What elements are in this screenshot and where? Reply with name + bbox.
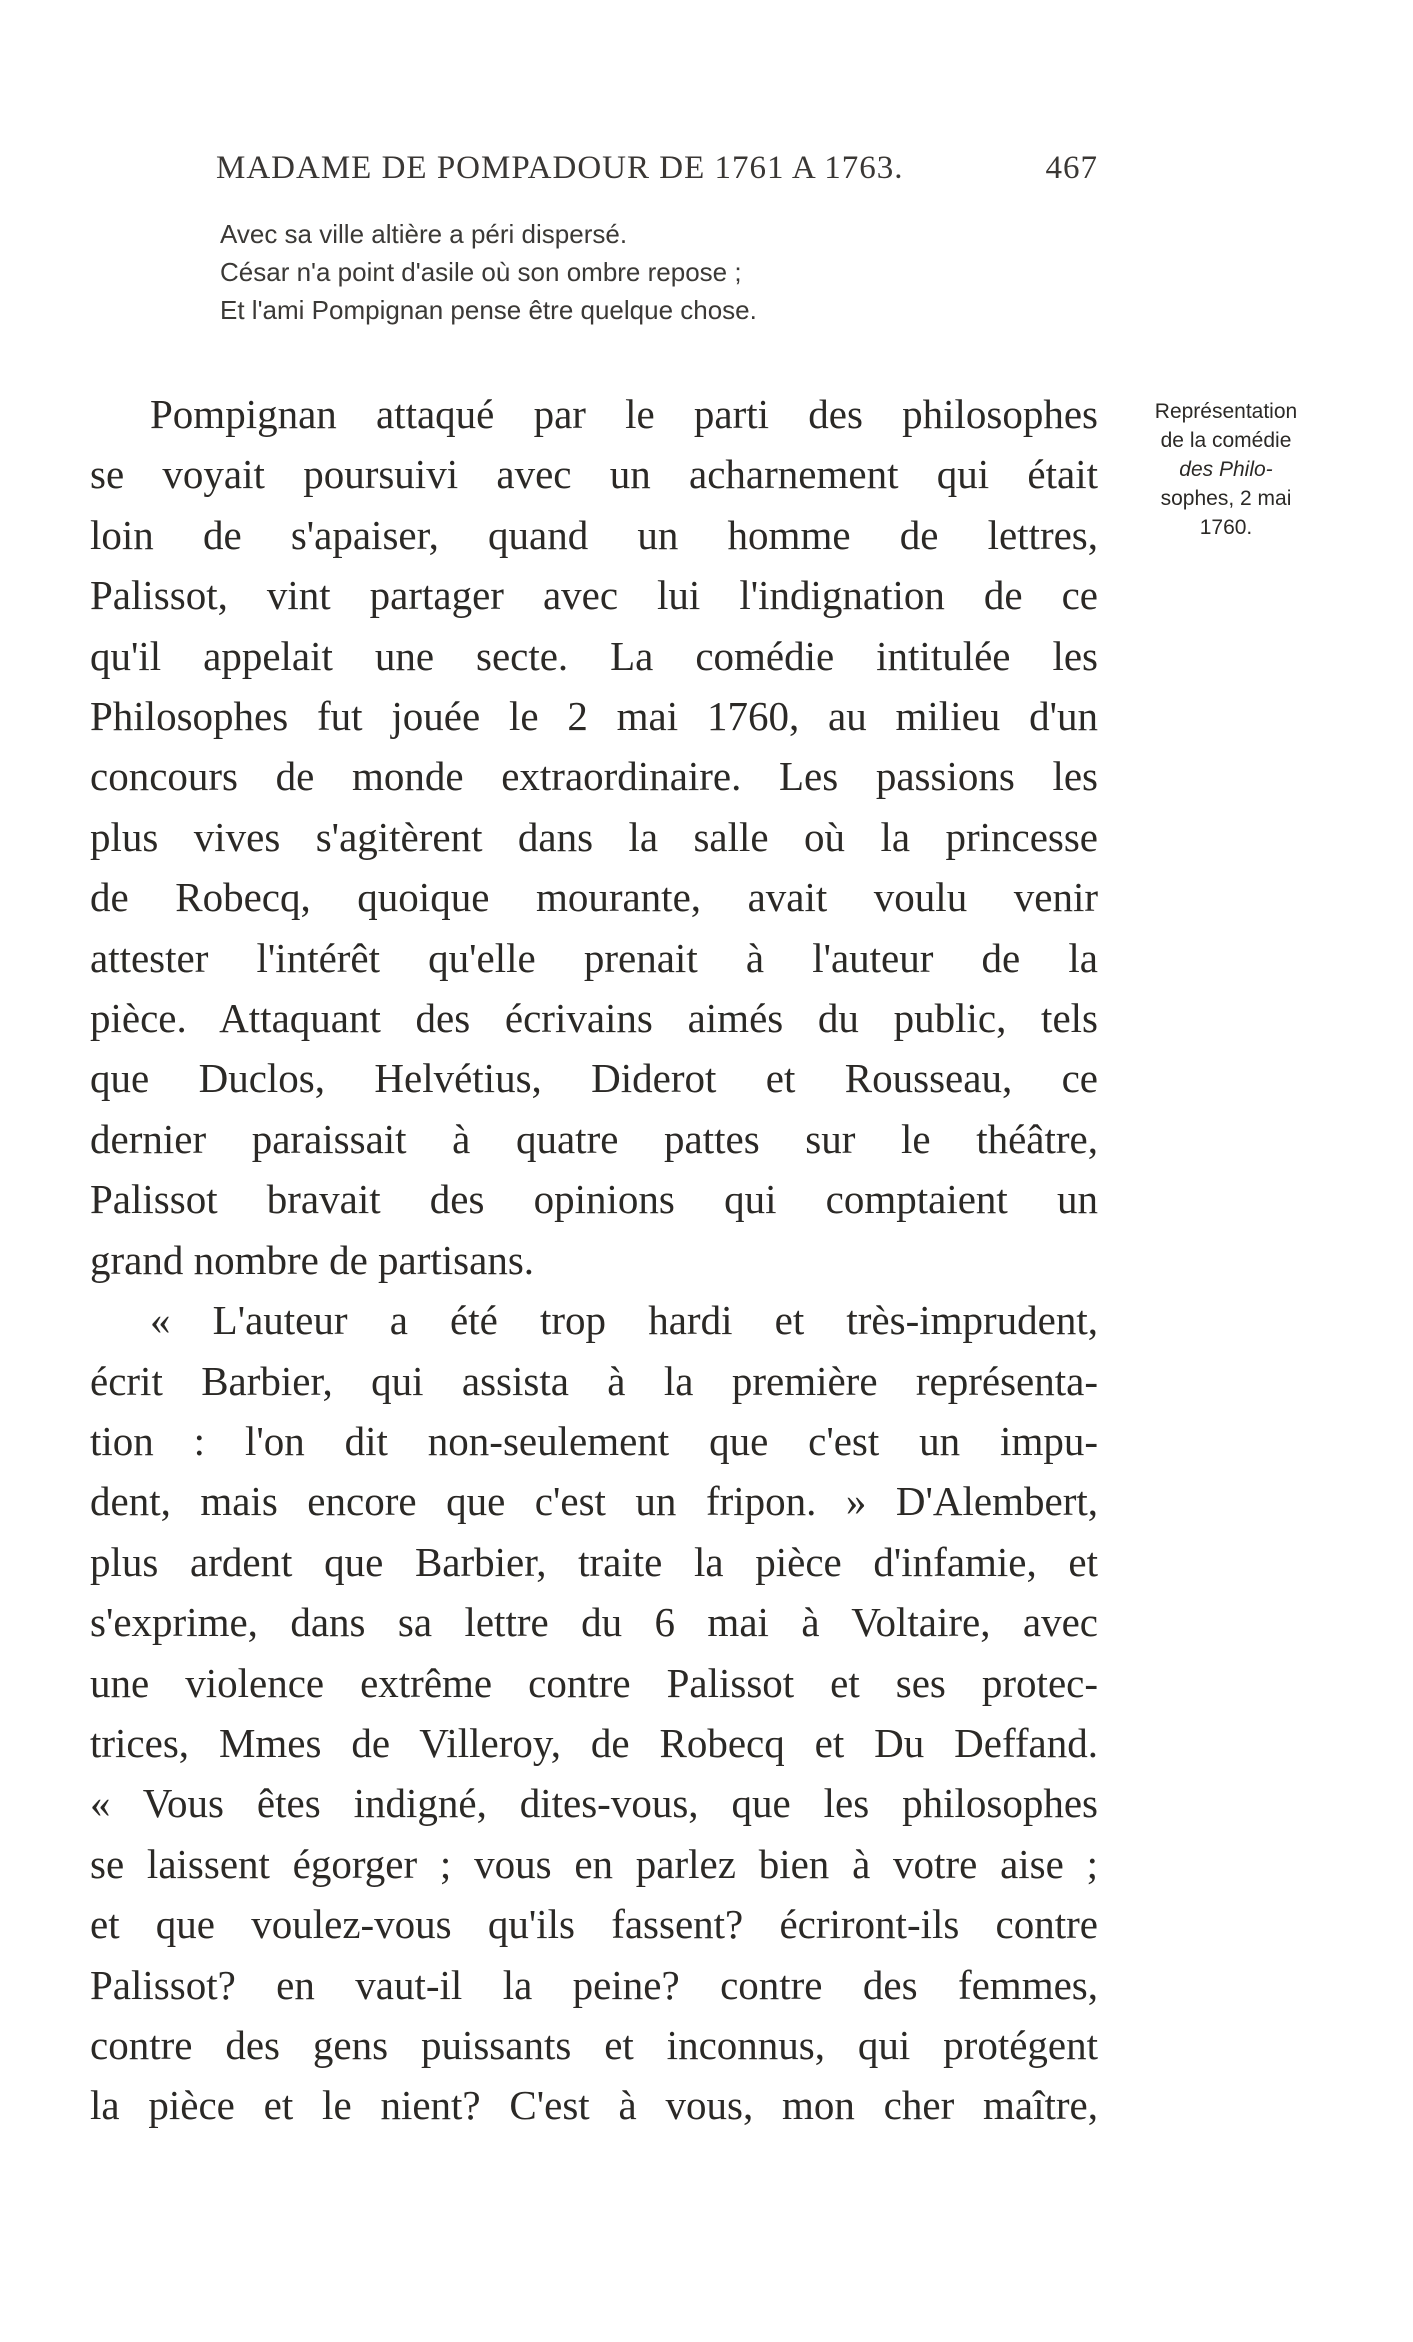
verse-line: Avec sa ville altière a péri dispersé.	[220, 219, 628, 249]
running-head	[216, 150, 1098, 190]
text-line: dent, mais encore que c'est un fripon. » D'Alembert,	[90, 1478, 1098, 1525]
text-line: qu'il appelait une secte. La comédie intitulée les	[90, 632, 1098, 679]
margin-note-line: Représentation	[1154, 400, 1298, 423]
text-line: Palissot? en vaut-il la peine? contre des femmes,	[90, 1961, 1098, 2008]
text-line: plus vives s'agitèrent dans la salle où la princesse	[90, 813, 1098, 860]
text-line: Palissot, vint partager avec lui l'indignation de ce	[90, 572, 1098, 619]
text-line: se voyait poursuivi avec un acharnement qui était	[90, 451, 1098, 498]
text-line: Pompignan attaqué par le parti des philosophes	[150, 391, 1098, 437]
text-line: attester l'intérêt qu'elle prenait à l'auteur de la	[90, 934, 1098, 981]
verse-line: Et l'ami Pompignan pense être quelque chose.	[220, 295, 757, 325]
running-head-title: MADAME DE POMPADOUR DE 1761 A 1763.	[216, 150, 904, 186]
text-line: et que voulez-vous qu'ils fassent? écriront-ils contre	[90, 1901, 1098, 1948]
text-line: « Vous êtes indigné, dites-vous, que les philosophes	[90, 1780, 1098, 1827]
text-line: la pièce et le nient? C'est à vous, mon cher maître,	[90, 2082, 1098, 2129]
body-text	[90, 384, 1098, 2136]
verse-line: César n'a point d'asile où son ombre repose ;	[220, 257, 742, 287]
margin-note-line: de la comédie	[1160, 429, 1292, 452]
margin-note-line: sophes, 2 mai	[1160, 487, 1292, 510]
text-line: plus ardent que Barbier, traite la pièce d'infamie, et	[90, 1538, 1098, 1585]
margin-note-line: 1760.	[1199, 516, 1253, 539]
text-line: dernier paraissait à quatre pattes sur le théâtre,	[90, 1115, 1098, 1162]
text-line: Philosophes fut jouée le 2 mai 1760, au milieu d'un	[90, 693, 1098, 740]
text-line: Palissot bravait des opinions qui comptaient un	[90, 1176, 1098, 1223]
text-line: se laissent égorger ; vous en parlez bien à votre aise ;	[90, 1840, 1098, 1887]
text-line: écrit Barbier, qui assista à la première représenta-	[90, 1357, 1098, 1404]
text-line: loin de s'apaiser, quand un homme de lettres,	[90, 511, 1098, 558]
page-number: 467	[1045, 150, 1098, 186]
verse-quotation	[220, 215, 980, 329]
text-line: grand nombre de partisans.	[90, 1236, 535, 1283]
text-line: concours de monde extraordinaire. Les passions les	[90, 753, 1098, 800]
text-line: trices, Mmes de Villeroy, de Robecq et Du Deffand.	[90, 1719, 1098, 1766]
margin-note	[1128, 397, 1324, 542]
text-line: contre des gens puissants et inconnus, qui protégent	[90, 2021, 1098, 2068]
text-line: une violence extrême contre Palissot et ses protec-	[90, 1659, 1098, 1706]
text-line: tion : l'on dit non-seulement que c'est un impu-	[90, 1417, 1098, 1464]
text-line: que Duclos, Helvétius, Diderot et Rousseau, ce	[90, 1055, 1098, 1102]
text-line: « L'auteur a été trop hardi et très-imprudent,	[150, 1297, 1098, 1344]
text-line: de Robecq, quoique mourante, avait voulu venir	[90, 874, 1098, 921]
text-line: pièce. Attaquant des écrivains aimés du public, tels	[90, 995, 1098, 1042]
text-line: s'exprime, dans sa lettre du 6 mai à Voltaire, avec	[90, 1599, 1098, 1646]
margin-note-line: des Philo-	[1179, 458, 1273, 481]
